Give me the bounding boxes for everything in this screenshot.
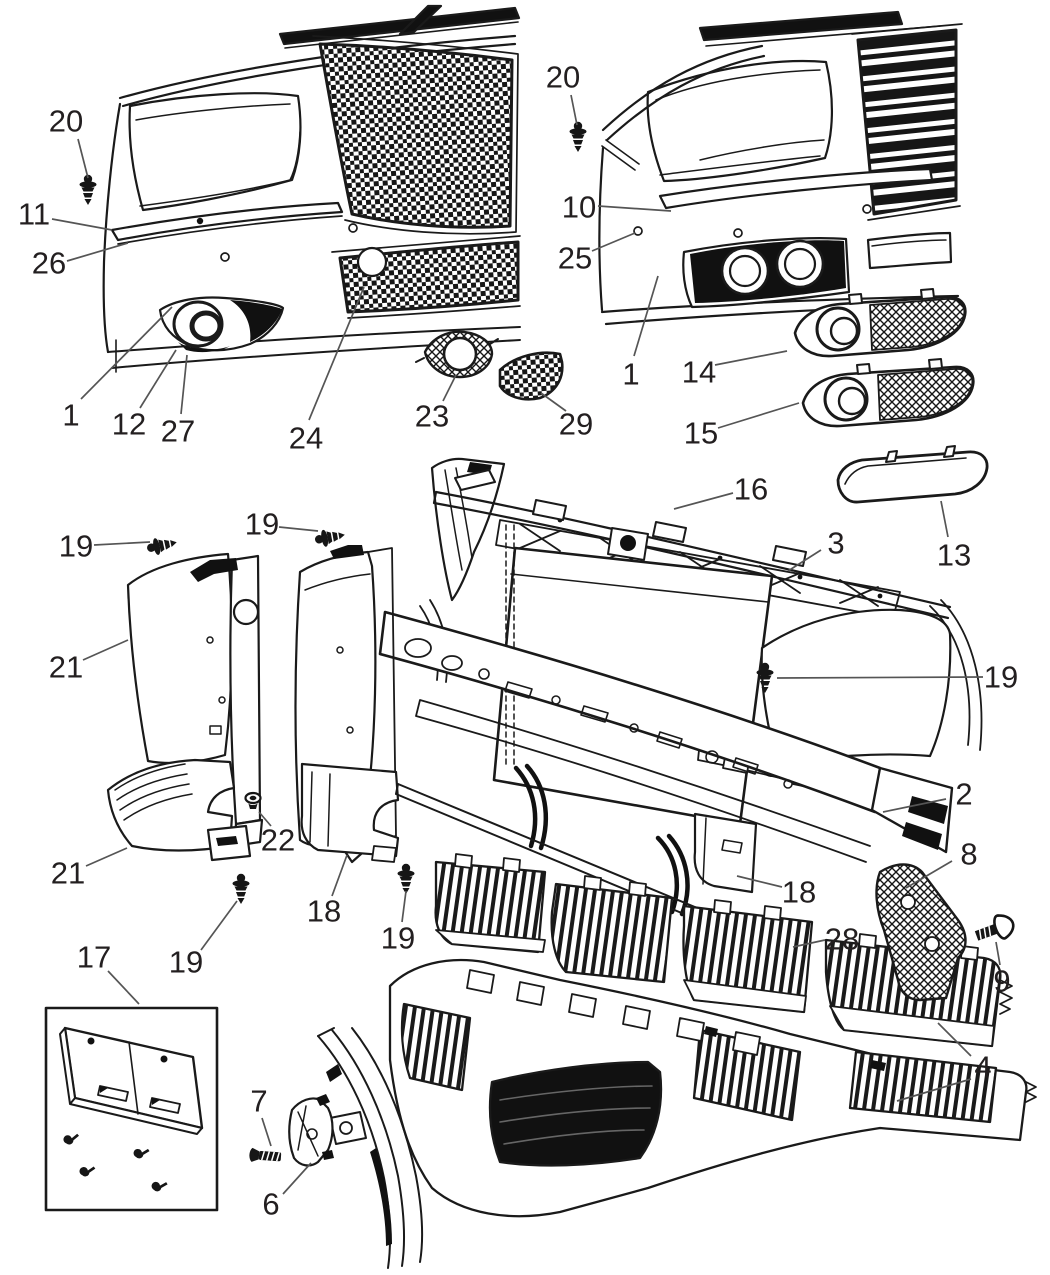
- bracket-18-left: [302, 764, 398, 862]
- fog-lamp-bulb-27: [192, 313, 220, 339]
- callout-28: 28: [824, 921, 860, 957]
- leader-line: [571, 95, 577, 125]
- callout-19: 19: [168, 944, 204, 980]
- leader-line: [108, 971, 139, 1004]
- push-pin-clip-icon: [570, 122, 587, 152]
- callout-11: 11: [17, 196, 51, 232]
- grille-slats: [858, 30, 956, 214]
- callout-19: 19: [58, 528, 94, 564]
- mesh-insert-part-29: [500, 353, 562, 399]
- leader-line: [309, 287, 364, 420]
- fascia-front-right-view: [599, 12, 962, 324]
- callout-26: 26: [31, 245, 67, 281]
- push-pin-clip-icon: [233, 874, 250, 904]
- leader-line: [777, 677, 983, 678]
- callout-1: 1: [62, 397, 80, 433]
- molding-part-13: [838, 446, 987, 502]
- license-bracket-box-17: [46, 1008, 217, 1210]
- callout-13: 13: [936, 537, 972, 573]
- bolt-washer-icon: [972, 911, 1016, 947]
- side-vent-slot: [868, 233, 951, 268]
- screw-icon: [249, 1148, 282, 1164]
- cowl-dark-band: [700, 12, 902, 40]
- bracket-18-right: [695, 814, 756, 892]
- callout-19: 19: [244, 506, 280, 542]
- leader-line: [279, 527, 318, 531]
- leader-line: [181, 355, 187, 414]
- lower-grille-mouth: [490, 1062, 661, 1165]
- push-pin-clip-icon: [314, 526, 347, 548]
- leader-line: [941, 501, 948, 537]
- callout-20: 20: [545, 59, 581, 95]
- leader-line: [140, 350, 176, 408]
- callout-10: 10: [561, 189, 597, 225]
- callout-22: 22: [260, 822, 296, 858]
- callout-29: 29: [558, 406, 594, 442]
- callout-2: 2: [955, 776, 973, 812]
- callout-21: 21: [48, 649, 84, 685]
- fog-bezel-part-23: [416, 332, 498, 377]
- push-pin-clip-icon: [398, 864, 415, 894]
- callout-12: 12: [111, 406, 147, 442]
- leader-line: [67, 243, 128, 261]
- push-pin-clip-icon: [145, 534, 178, 557]
- leader-line: [996, 942, 1000, 965]
- callout-21: 21: [50, 855, 86, 891]
- callout-25: 25: [557, 240, 593, 276]
- callout-15: 15: [683, 415, 719, 451]
- callout-17: 17: [76, 939, 112, 975]
- headlamp-opening: [648, 61, 832, 181]
- callout-18: 18: [306, 893, 342, 929]
- leader-line: [402, 891, 406, 922]
- leader-line: [715, 351, 787, 365]
- fog-bezel-part-15: [803, 359, 973, 426]
- air-dam-lower-21: [108, 760, 250, 860]
- fascia-front-left-view: [104, 6, 520, 372]
- callout-6: 6: [262, 1186, 280, 1222]
- callout-1: 1: [622, 356, 640, 392]
- callout-23: 23: [414, 398, 450, 434]
- leader-line: [718, 403, 799, 428]
- leader-line: [283, 1163, 311, 1194]
- callout-9: 9: [993, 963, 1011, 999]
- leader-line: [634, 276, 658, 356]
- callout-19: 19: [380, 920, 416, 956]
- callout-20: 20: [48, 103, 84, 139]
- leader-line: [598, 206, 671, 211]
- radiator-support-assembly: [380, 459, 981, 914]
- leader-line: [332, 855, 347, 896]
- support-bracket-6: [289, 1094, 334, 1165]
- leader-line: [201, 901, 237, 950]
- callout-3: 3: [827, 525, 845, 561]
- callout-24: 24: [288, 420, 324, 456]
- hood-edge: [603, 46, 764, 140]
- callout-27: 27: [160, 413, 196, 449]
- callout-8: 8: [960, 836, 978, 872]
- leader-line: [83, 640, 128, 660]
- grille-mesh-upper: [320, 44, 512, 227]
- callout-14: 14: [681, 354, 717, 390]
- callout-16: 16: [733, 471, 769, 507]
- leader-line: [52, 219, 112, 230]
- callout-7: 7: [250, 1083, 268, 1119]
- leader-line: [86, 848, 127, 866]
- headlamp-opening: [130, 93, 301, 210]
- leader-line: [262, 1118, 271, 1146]
- leader-line: [443, 375, 456, 401]
- leader-line: [78, 139, 88, 178]
- tow-hook-cover-24: [358, 248, 386, 276]
- callout-4: 4: [974, 1049, 992, 1085]
- leader-line: [94, 542, 150, 545]
- callout-18: 18: [781, 874, 817, 910]
- callout-19: 19: [983, 659, 1019, 695]
- leader-line: [81, 307, 172, 399]
- leader-line: [674, 493, 733, 509]
- push-pin-clip-icon: [80, 175, 97, 205]
